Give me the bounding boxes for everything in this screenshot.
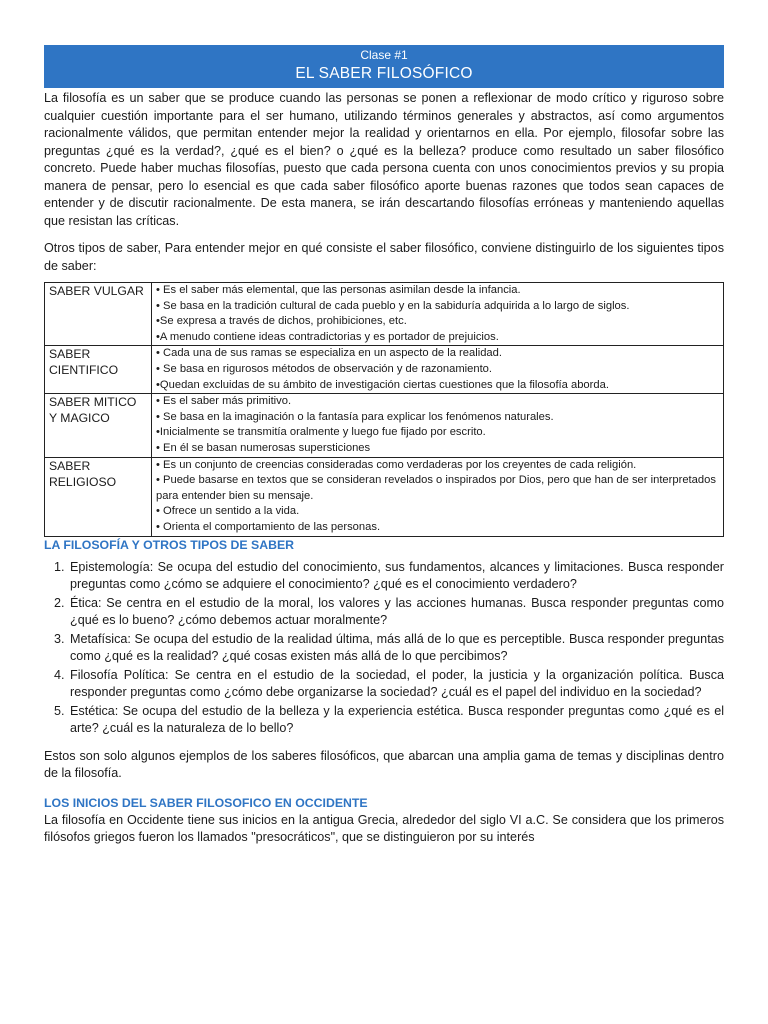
bullet-point: • Es el saber más elemental, que las personas asimilan desde la infancia.: [156, 284, 521, 296]
type-description: [152, 457, 724, 536]
intro-paragraph: La filosofía es un saber que se produce cuando las personas se ponen a reflexionar de modo crítico y riguroso sobre cualquier cuestión importante para el ser humano, utilizando términos generales y abstractos, así como argumentos racionalmente válidos, que permitan entender mejor la realidad y orientarnos en ella. Por ejemplo, filosofar sobre las preguntas ¿qué es la verdad?, ¿qué es el bien? o ¿qué es la belleza? produce como resultado un saber filosófico concreto. Puede haber muchas filosofías, puesto que cada persona cuenta con unos conocimientos previos y su propia manera de pensar, pero lo esencial es que cada saber filosófico aporte buenas razones que todos sean capaces de entender y de discutir racionalmente. De esta manera, se irán descartando filosofías erróneas y manteniendo aquellas que resistan las críticas.: [44, 91, 724, 228]
summary-paragraph: Estos son solo algunos ejemplos de los saberes filosóficos, que abarcan una amplia gama de temas y disciplinas dentro de la filosofía.: [44, 748, 724, 780]
bullet-point: • Cada una de sus ramas se especializa en un aspecto de la realidad.: [156, 347, 502, 360]
list-item: 4. Filosofía Política: Se centra en el estudio de la sociedad, el poder, la justicia y la organización política. Busca responder preguntas como ¿cómo debe organizarse la sociedad? ¿cuál es el papel del individuo en la sociedad?: [68, 667, 724, 702]
bullet-point: • Orienta el comportamiento de las personas.: [156, 520, 381, 533]
type-description: [152, 346, 724, 394]
section-heading: LOS INICIOS DEL SABER FILOSOFICO EN OCCIDENTE: [44, 795, 368, 810]
list-item: 2. Ética: Se centra en el estudio de la moral, los valores y las acciones humanas. Busca responder preguntas como ¿qué es lo bueno? ¿cómo debemos actuar moralmente?: [68, 595, 724, 630]
bullet-point: •Quedan excluidas de su ámbito de investigación ciertas cuestiones que la filosofía aborda.: [156, 378, 609, 391]
class-number: Clase #1: [360, 48, 408, 62]
document-page: [44, 45, 724, 847]
list-item: 1. Epistemología: Se ocupa del estudio del conocimiento, sus fundamentos, alcances y limitaciones. Busca responder preguntas como ¿cómo se adquiere el conocimiento? ¿qué es el conocimiento verdadero?: [68, 559, 724, 594]
table-row: [45, 394, 724, 457]
bullet-point: •A menudo contiene ideas contradictorias y es portador de prejuicios.: [156, 330, 499, 343]
bullet-point: • Puede basarse en textos que se consideran revelados o inspirados por Dios, pero que han de ser interpretados para entender bien su mensaje.: [156, 474, 716, 502]
table-row: [45, 346, 724, 394]
table-row: [45, 283, 724, 346]
type-name: SABER VULGAR: [45, 283, 152, 346]
type-description: [152, 394, 724, 457]
philosophy-branches-list: [44, 559, 724, 738]
bullet-point: • Se basa en la imaginación o la fantasía para explicar los fenómenos naturales.: [156, 410, 554, 423]
list-item: 5. Estética: Se ocupa del estudio de la belleza y la experiencia estética. Busca responder preguntas como ¿qué es el arte? ¿cuál es la naturaleza de lo bello?: [68, 703, 724, 738]
type-name: SABER RELIGIOSO: [45, 457, 152, 536]
table-row: [45, 457, 724, 536]
knowledge-types-table: [44, 282, 724, 537]
bullet-point: • Se basa en rigurosos métodos de observación y de razonamiento.: [156, 362, 493, 375]
type-name: SABER CIENTIFICO: [45, 346, 152, 394]
type-description: [152, 283, 724, 346]
section-heading: LA FILOSOFÍA Y OTROS TIPOS DE SABER: [44, 537, 295, 552]
bullet-point: •Se expresa a través de dichos, prohibiciones, etc.: [156, 315, 407, 328]
bullet-point: • Ofrece un sentido a la vida.: [156, 505, 300, 518]
bullet-point: • Es un conjunto de creencias consideradas como verdaderas por los creyentes de cada religión.: [156, 458, 637, 471]
title-banner: [44, 45, 724, 88]
type-name: SABER MITICO Y MAGICO: [45, 394, 152, 457]
page-title: EL SABER FILOSÓFICO: [295, 65, 473, 82]
bullet-point: • Es el saber más primitivo.: [156, 395, 292, 408]
list-item: 3. Metafísica: Se ocupa del estudio de la realidad última, más allá de lo que es perceptible. Busca responder preguntas como ¿qué es la realidad? ¿qué cosas existen más allá de lo que percibimos?: [68, 631, 724, 666]
other-types-paragraph: Otros tipos de saber, Para entender mejor en qué consiste el saber filosófico, conviene distinguirlo de los siguientes tipos de saber:: [44, 241, 724, 273]
bullet-point: • Se basa en la tradición cultural de cada pueblo y en la sabiduría adquirida a lo largo de siglos.: [156, 299, 630, 312]
bullet-point: • En él se basan numerosas supersticiones: [156, 441, 371, 454]
origins-paragraph: La filosofía en Occidente tiene sus inicios en la antigua Grecia, alrededor del siglo VI a.C. Se considera que los primeros filósofos griegos fueron los llamados "presocráticos", que se distinguieron por su interés: [44, 812, 724, 844]
bullet-point: •Inicialmente se transmitía oralmente y luego fue fijado por escrito.: [156, 426, 486, 439]
